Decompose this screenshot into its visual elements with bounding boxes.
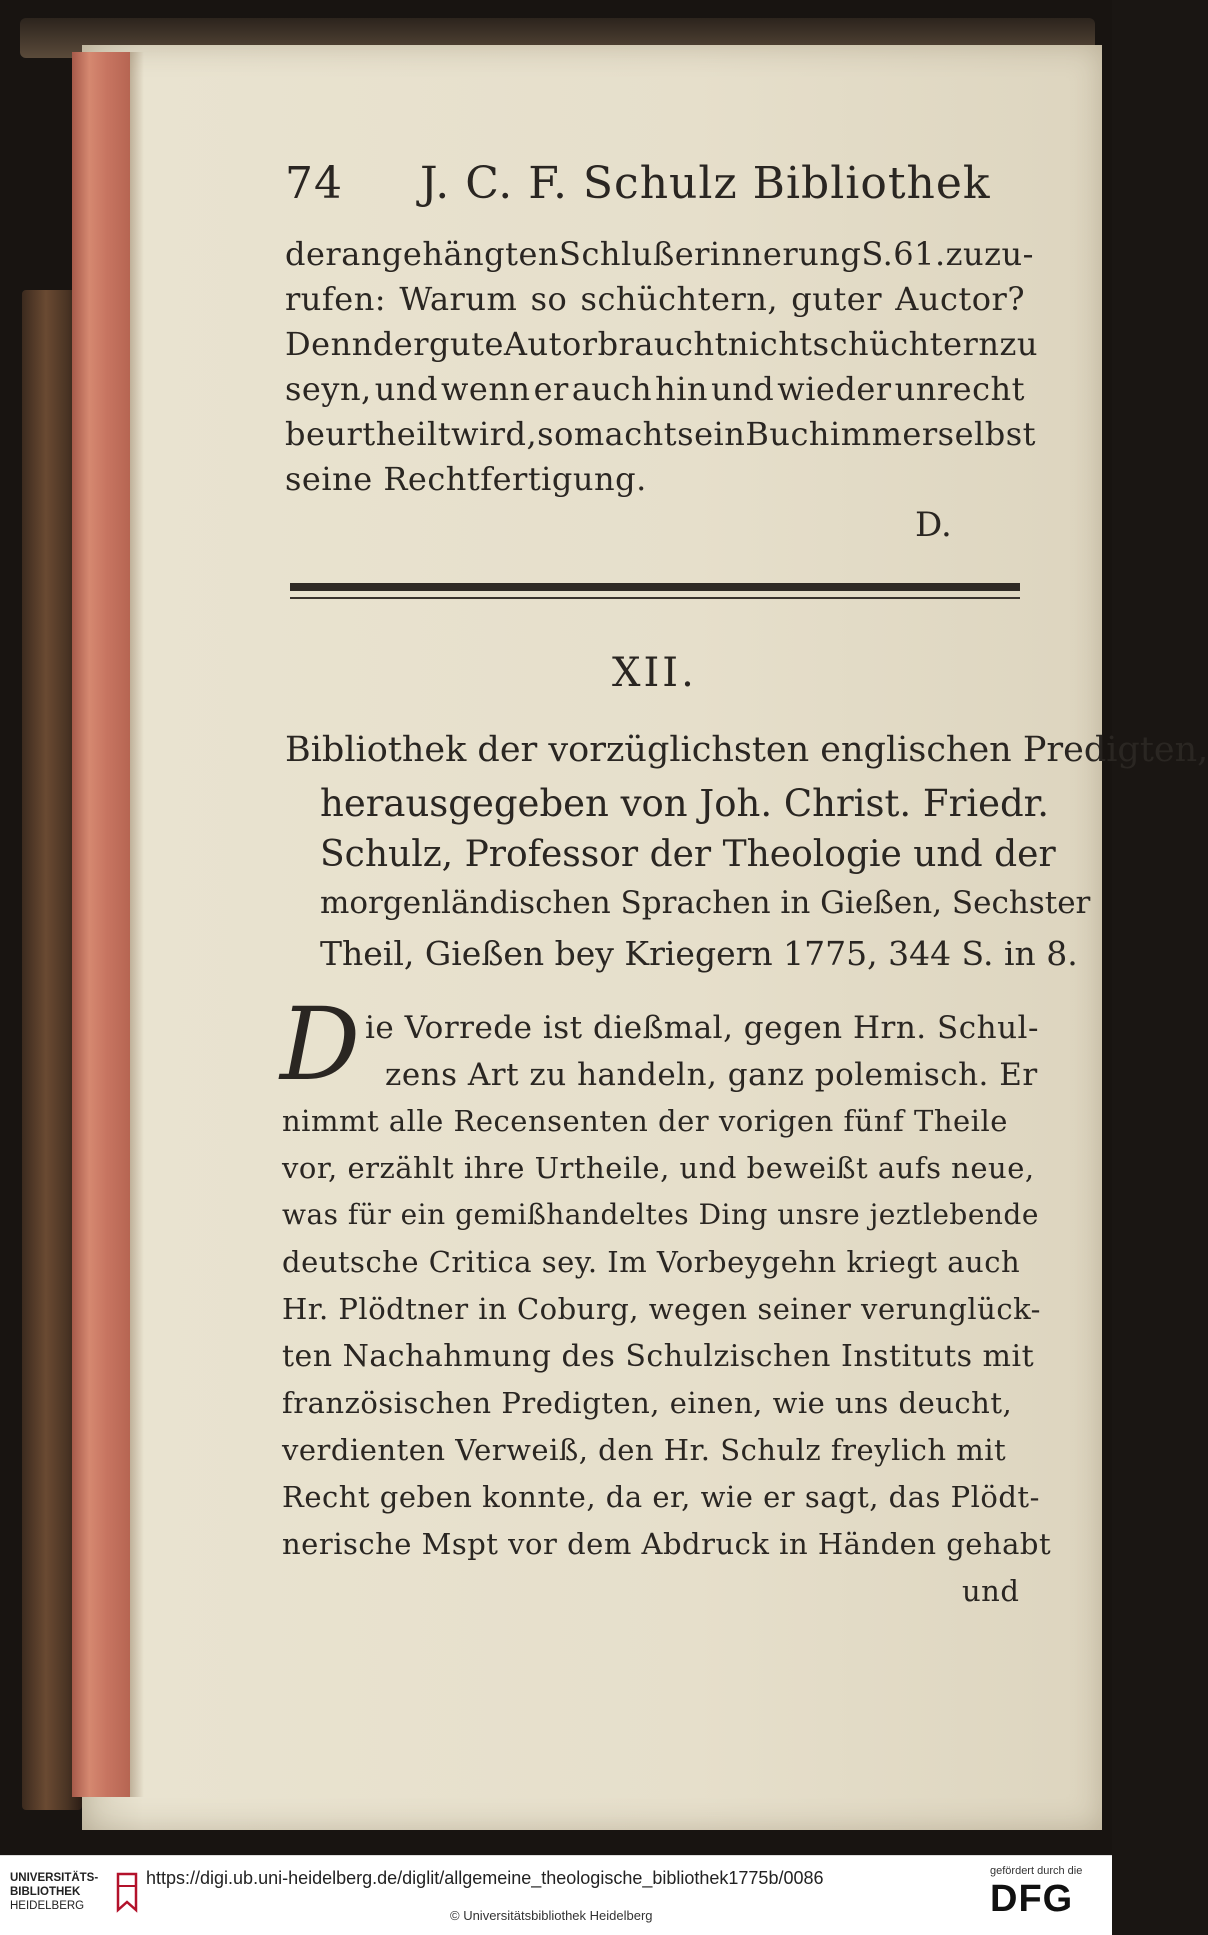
text-line: nimmt alle Recensenten der vorigen fünf Theile [282,1104,1008,1138]
text-line: was für ein gemißhandeltes Ding unsre jeztlebende [282,1198,1039,1231]
text-line: Denn der gute Autor braucht nicht schüchtern zu [285,325,1038,363]
dfg-logo[interactable]: DFG [990,1878,1074,1920]
text-line: verdienten Verweiß, den Hr. Schulz freylich mit [282,1433,1007,1467]
text-line: beurtheilt wird, so macht sein Buch immer selbst [285,415,1037,453]
text-line: vor, erzählt ihre Urtheile, und beweißt aufs neue, [282,1151,1035,1185]
text-line: ie Vorrede ist dießmal, gegen Hrn. Schul- [365,1010,1039,1046]
book-title-line: Bibliothek der vorzüglichsten englischen Predigten, [285,730,1208,770]
section-number: XII. [612,650,697,696]
running-title: J. C. F. Schulz Bibliothek [420,158,991,209]
text-line: zens Art zu handeln, ganz polemisch. Er [385,1057,1038,1093]
ub-logo-mark-icon [114,1872,140,1912]
divider-thin [290,597,1020,599]
book-title-line: morgenländischen Sprachen in Gießen, Sechster [320,885,1091,921]
funding-note: gefördert durch die [990,1865,1083,1877]
text-line: nerische Mspt vor dem Abdruck in Händen gehabt [282,1527,1052,1561]
permalink-url[interactable]: https://digi.ub.uni-heidelberg.de/diglit/allgemeine_theologische_bibliothek1775b/0086 [146,1868,824,1888]
text-line: seine Rechtfertigung. [285,460,647,498]
text-line: seyn, und wenn er auch hin und wieder unrecht [285,370,1025,408]
text-line: Hr. Plödtner in Coburg, wegen seiner verunglück- [282,1292,1041,1326]
book-title-line: herausgegeben von Joh. Christ. Friedr. [320,782,1050,825]
catchword: und [962,1574,1020,1608]
copyright-notice: © Universitätsbibliothek Heidelberg [450,1908,653,1923]
drop-capital: D [280,986,361,1103]
text-line: deutsche Critica sey. Im Vorbeygehn kriegt auch [282,1245,1021,1279]
text-line: rufen: Warum so schüchtern, guter Auctor? [285,280,1025,318]
ub-heidelberg-logo[interactable]: UNIVERSITÄTS- BIBLIOTHEK HEIDELBERG [10,1872,99,1912]
viewer-footer [0,1855,1112,1935]
divider-thick [290,583,1020,591]
text-line: der angehängten Schlußerinnerung S. 61. zuzu- [285,235,1034,273]
page-red-edge [72,52,130,1797]
page-number: 74 [285,158,343,209]
text-line: ten Nachahmung des Schulzischen Instituts mit [282,1339,1035,1374]
book-title-line: Theil, Gießen bey Kriegern 1775, 344 S. in 8. [320,934,1078,973]
text-line: französischen Predigten, einen, wie uns deucht, [282,1386,1013,1420]
book-title-line: Schulz, Professor der Theologie und der [320,834,1056,875]
signature: D. [915,505,952,545]
text-line: Recht geben konnte, da er, wie er sagt, das Plödt- [282,1480,1040,1514]
